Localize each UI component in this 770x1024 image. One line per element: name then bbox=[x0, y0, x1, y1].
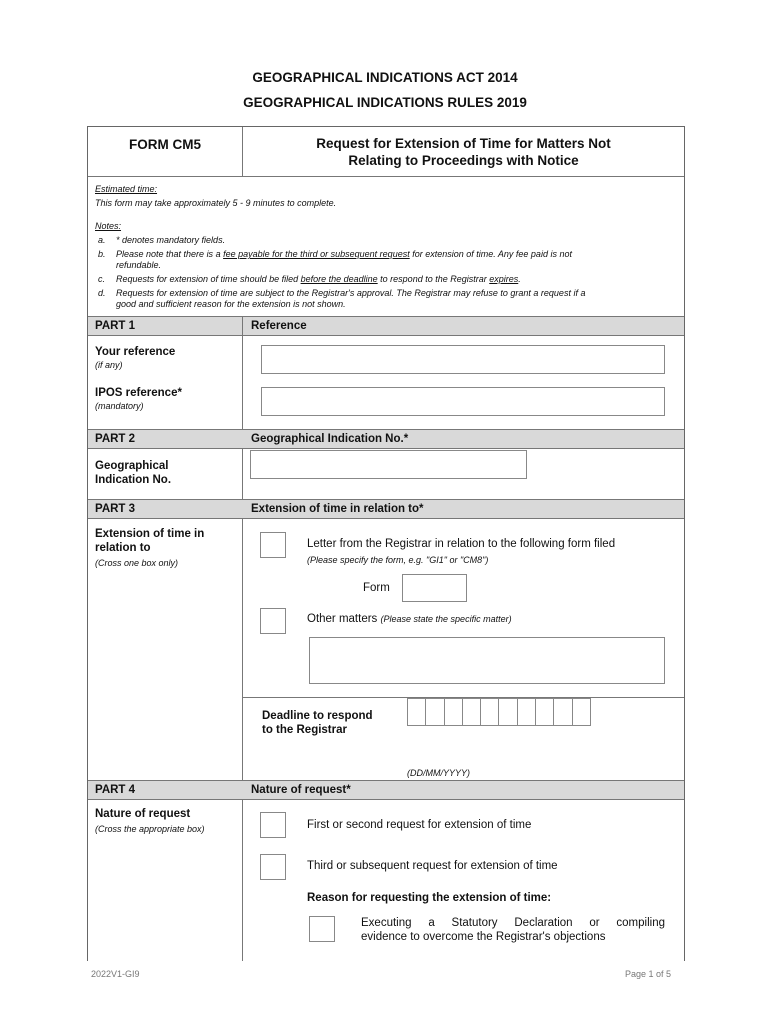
page-number: Page 1 of 5 bbox=[624, 969, 671, 979]
ipos-reference-label: IPOS reference* bbox=[95, 387, 182, 399]
extension-label bbox=[95, 527, 204, 555]
part2-label: PART 2 bbox=[95, 433, 136, 445]
form-title bbox=[243, 135, 684, 169]
note-c bbox=[116, 274, 521, 285]
date-digit-box[interactable] bbox=[536, 699, 554, 725]
form-frame bbox=[87, 126, 685, 961]
note-d-cont: good and sufficient reason for the extension is not shown. bbox=[116, 299, 346, 309]
other-matters-input[interactable] bbox=[309, 637, 665, 684]
deadline-label-line1: Deadline to respond bbox=[262, 710, 373, 722]
date-digit-box[interactable] bbox=[445, 699, 463, 725]
letter-registrar-option: Letter from the Registrar in relation to the following form filed bbox=[307, 538, 616, 550]
note-b-post: for extension of time. Any fee paid is not bbox=[409, 249, 572, 259]
nature-hint: (Cross the appropriate box) bbox=[95, 824, 205, 834]
note-c-post: . bbox=[518, 274, 521, 284]
statutory-declaration-line1: Executing a Statutory Declaration or compiling bbox=[361, 917, 665, 929]
part3-label: PART 3 bbox=[95, 503, 136, 515]
letter-registrar-hint: (Please specify the form, e.g. "GI1" or "CM8") bbox=[307, 555, 489, 565]
other-matters-label: Other matters bbox=[307, 613, 378, 625]
note-d: Requests for extension of time are subject to the Registrar's approval. The Registrar may refuse to grant a request if a bbox=[116, 288, 586, 298]
part4-heading: Nature of request* bbox=[251, 784, 351, 796]
date-digit-box[interactable] bbox=[518, 699, 536, 725]
note-b-marker: b. bbox=[98, 249, 106, 259]
note-c-pre: Requests for extension of time should be filed bbox=[116, 274, 301, 284]
extension-hint: (Cross one box only) bbox=[95, 558, 179, 568]
act-title: GEOGRAPHICAL INDICATIONS ACT 2014 bbox=[252, 70, 518, 85]
note-d-marker: d. bbox=[98, 288, 106, 298]
ipos-reference-input[interactable] bbox=[261, 387, 665, 416]
date-digit-box[interactable] bbox=[463, 699, 481, 725]
part2-heading: Geographical Indication No.* bbox=[251, 433, 409, 445]
form-code: FORM CM5 bbox=[129, 137, 201, 152]
note-a-marker: a. bbox=[98, 235, 106, 245]
extension-label-line2: relation to bbox=[95, 542, 151, 554]
form-code-input[interactable] bbox=[402, 574, 467, 602]
part1-band bbox=[88, 316, 684, 336]
deadline-date-input[interactable] bbox=[407, 698, 591, 726]
form-title-line1: Request for Extension of Time for Matters Not bbox=[316, 136, 611, 151]
extension-label-line1: Extension of time in bbox=[95, 528, 205, 540]
first-second-request-checkbox[interactable] bbox=[260, 812, 286, 838]
estimated-heading: Estimated time: bbox=[95, 184, 158, 194]
version-code: 2022V1-GI9 bbox=[91, 969, 140, 979]
note-a: * denotes mandatory fields. bbox=[116, 235, 226, 245]
note-b bbox=[116, 249, 664, 260]
gi-number-label-line2: Indication No. bbox=[95, 474, 172, 486]
part1-label: PART 1 bbox=[95, 320, 136, 332]
date-digit-box[interactable] bbox=[408, 699, 426, 725]
your-reference-label: Your reference bbox=[95, 346, 176, 358]
date-format-hint: (DD/MM/YYYY) bbox=[407, 768, 470, 778]
reason-heading: Reason for requesting the extension of time: bbox=[307, 892, 552, 904]
note-b-fee-link: fee payable for the third or subsequent request bbox=[223, 249, 410, 259]
estimated-text: This form may take approximately 5 - 9 minutes to complete. bbox=[95, 198, 337, 208]
statutory-declaration-line2: evidence to overcome the Registrar's objections bbox=[361, 931, 606, 943]
deadline-label-line2: to the Registrar bbox=[262, 724, 347, 736]
first-second-request-option: First or second request for extension of time bbox=[307, 819, 532, 831]
ipos-reference-hint: (mandatory) bbox=[95, 401, 144, 411]
part4-label: PART 4 bbox=[95, 784, 136, 796]
date-digit-box[interactable] bbox=[573, 699, 590, 725]
form-title-line2: Relating to Proceedings with Notice bbox=[348, 153, 579, 168]
gi-number-label-line1: Geographical bbox=[95, 460, 169, 472]
statutory-declaration-option bbox=[361, 916, 665, 944]
statutory-declaration-checkbox[interactable] bbox=[309, 916, 335, 942]
date-digit-box[interactable] bbox=[499, 699, 517, 725]
deadline-label bbox=[262, 709, 373, 737]
part1-heading: Reference bbox=[251, 320, 307, 332]
nature-label: Nature of request bbox=[95, 808, 191, 820]
note-b-cont: refundable. bbox=[116, 260, 162, 270]
note-c-expires: expires bbox=[489, 274, 519, 284]
date-digit-box[interactable] bbox=[481, 699, 499, 725]
date-digit-box[interactable] bbox=[554, 699, 572, 725]
other-matters-hint: (Please state the specific matter) bbox=[380, 614, 512, 624]
rules-title: GEOGRAPHICAL INDICATIONS RULES 2019 bbox=[243, 95, 527, 110]
part2-band bbox=[88, 429, 684, 449]
gi-number-input[interactable] bbox=[250, 450, 527, 479]
letter-registrar-checkbox[interactable] bbox=[260, 532, 286, 558]
part3-heading: Extension of time in relation to* bbox=[251, 503, 424, 515]
third-request-option: Third or subsequent request for extension of time bbox=[307, 860, 558, 872]
note-c-deadline: before the deadline bbox=[300, 274, 378, 284]
your-reference-input[interactable] bbox=[261, 345, 665, 374]
date-digit-box[interactable] bbox=[426, 699, 444, 725]
your-reference-hint: (if any) bbox=[95, 360, 123, 370]
other-matters-checkbox[interactable] bbox=[260, 608, 286, 634]
note-b-pre: Please note that there is a bbox=[116, 249, 224, 259]
note-c-mid: to respond to the Registrar bbox=[377, 274, 490, 284]
gi-number-label bbox=[95, 459, 171, 487]
note-c-marker: c. bbox=[98, 274, 106, 284]
other-matters-option bbox=[307, 613, 512, 625]
part4-band bbox=[88, 780, 684, 800]
part3-band bbox=[88, 499, 684, 519]
third-request-checkbox[interactable] bbox=[260, 854, 286, 880]
notes-heading: Notes: bbox=[95, 221, 122, 231]
form-label: Form bbox=[363, 582, 390, 594]
